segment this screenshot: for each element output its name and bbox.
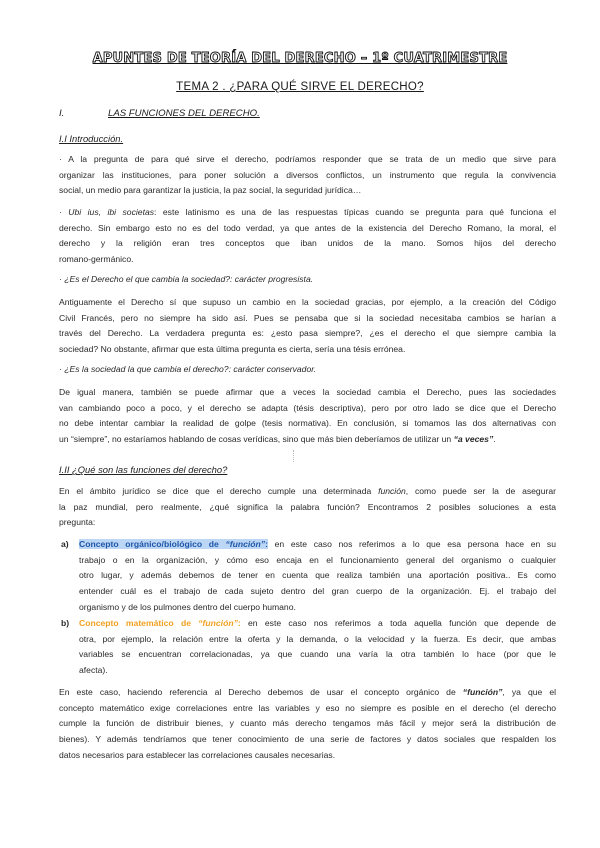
text-line: derecho. Sin embargo esto no es del todo verdad, ya que antes de la existencia del Derecho Romano, la moral, el (59, 222, 556, 233)
emphasis-text: “a veces” (453, 434, 494, 445)
question-text: · ¿Es el Derecho el que cambia la sociedad?: carácter progresista. (59, 274, 314, 284)
text-line: en este caso nos referimos a toda aquella función que depende de (240, 618, 556, 628)
list-marker: b) (61, 618, 70, 628)
list-item-matematico (59, 616, 556, 680)
text-line: la paz mundial, pero realmente, ¿qué significa la palabra función? Encontramos 2 posibles soluciones a esta (59, 501, 556, 512)
punctuation: . (493, 434, 496, 445)
highlighted-term: Concepto matemático de “función”: (79, 618, 241, 628)
text-line: datos necesarios para establecer las correlaciones causales necesarias. (59, 749, 336, 760)
text-line: Antiguamente el Derecho sí que supuso un cambio en la sociedad gracias, por ejemplo, a la creación del Código (59, 297, 556, 307)
chapter-title: TEMA 2 . ¿PARA QUÉ SIRVE EL DERECHO? (176, 81, 424, 93)
paragraph-conservador (59, 385, 556, 448)
text-line: derecho y la religión eran tres conceptos que iban unidos de la mano. Somos hijos del derecho (59, 238, 556, 249)
paragraph-conclusion (59, 685, 556, 763)
emphasis-text: función (378, 486, 406, 496)
text-line: trabajo o en la organización, y cómo eso encaja en el funcionamiento general del organismo o cualquier (79, 554, 556, 565)
subsection-heading-funciones: I.II ¿Qué son las funciones del derecho? (59, 464, 228, 475)
text-line: : este latinismo es una de las respuestas típicas cuando se pregunta para qué funciona el (154, 207, 556, 217)
text-line: otra, por ejemplo, la relación entre la oferta y la demanda, o la velocidad y la fuerza. Es decir, que ambas (79, 633, 556, 644)
text-line: De igual manera, también se puede afirmar que a veces la sociedad cambia el Derecho, pues las sociedades (59, 387, 556, 397)
text-line: en este caso nos referimos a lo que esa persona hace en su (267, 539, 556, 549)
text-line: través del Derecho. La verdadera pregunta es: ¿esto pasa siempre?, ¿es el derecho el que siempre cambia la (59, 328, 556, 339)
text-line: no debe intentar cambiar la realidad de golpe (tesis normativa). En conclusión, si tomamos las dos alternativas con (59, 418, 556, 429)
text-line: un “siempre”, no estaríamos hablando de cosas verídicas, sino que más bien deberíamos de utilizar un (59, 434, 454, 445)
section-number: I. (59, 108, 65, 119)
text-line: variables se encuentran correlacionadas, ya que cuando una varía la otra también lo hace (por que le (79, 649, 556, 660)
text-line: En el ámbito jurídico se dice que el derecho cumple una determinada (59, 486, 379, 496)
text-line: organizar las instituciones, para poner solución a diversos conflictos, un instrumento que regula la convivencia (59, 169, 556, 180)
text-line: social, un medio para garantizar la justicia, la paz social, la seguridad jurídica… (59, 185, 362, 196)
paragraph-funciones (59, 484, 556, 531)
list-marker: a) (61, 539, 69, 549)
question-progresista (59, 272, 556, 288)
document-title: APUNTES DE TEORÍA DEL DERECHO – 1º CUATRIMESTRE (92, 51, 508, 66)
section-heading (59, 108, 260, 119)
question-text: · ¿Es la sociedad la que cambia el derecho?: carácter conservador. (59, 364, 317, 374)
text-line: otro lugar, y además debemos de tener en cuenta que realiza también una aportación positiva.. Es como (79, 570, 556, 581)
text-line: van cambiando poco a poco, y el derecho se adapta (tésis descriptiva), pero por otro lado se dice que el Derecho (59, 402, 556, 413)
text-line: En este caso, haciendo referencia al Derecho debemos de usar el concepto orgánico de (59, 687, 463, 697)
latin-phrase: · Ubi ius, ibi societas (59, 207, 155, 217)
text-line: pregunta: (59, 517, 96, 528)
text-line: sociedad? No obstante, afirmar que esta última pregunta es cierta, sería una tésis errónea. (59, 344, 406, 355)
list-item-organico (59, 537, 556, 617)
subsection-heading-intro: I.I Introducción. (59, 133, 124, 144)
highlighted-term: Concepto orgánico/biológico de “función”: (79, 539, 268, 549)
text-line: afecta). (79, 665, 108, 676)
text-line: bienes). Y además tendríamos que tener conocimiento de una serie de factores y datos sociales que respalden los (59, 734, 556, 745)
text-line: , ya que el (502, 687, 556, 697)
text-line: cumple la función de distribuir bienes, y cuanto más derecho tengamos más fácil y mejor será la distribución de (59, 718, 556, 729)
text-line: entender cuál es el trabajo de cada sujeto dentro del gran cuerpo de la organización. Ej. el trabajo del (79, 586, 556, 597)
section-title: LAS FUNCIONES DEL DERECHO. (108, 108, 260, 119)
text-line: romano-germánico. (59, 254, 134, 265)
text-line: · A la pregunta de para qué sirve el derecho, podríamos responder que se trata de un medio que sirve para (59, 154, 556, 164)
divider-mark (293, 450, 295, 462)
paragraph-progresista (59, 295, 556, 358)
text-line: organismo y de los pulmones dentro del cuerpo humano. (79, 601, 296, 612)
text-line: , como puede ser la de asegurar (405, 486, 556, 496)
paragraph-ubi-ius (59, 205, 556, 268)
text-line: concepto matemático exige correlaciones entre las variables y eso no siempre es posible en el derecho (el derecho (59, 702, 556, 713)
question-conservador (59, 362, 556, 378)
text-line: Civil Francés, pero no siempre ha sido así. Pues se pensaba que si la sociedad necesitaba cambios se harían a (59, 312, 556, 323)
emphasis-text: “función” (462, 687, 503, 697)
paragraph-intro (59, 152, 556, 199)
